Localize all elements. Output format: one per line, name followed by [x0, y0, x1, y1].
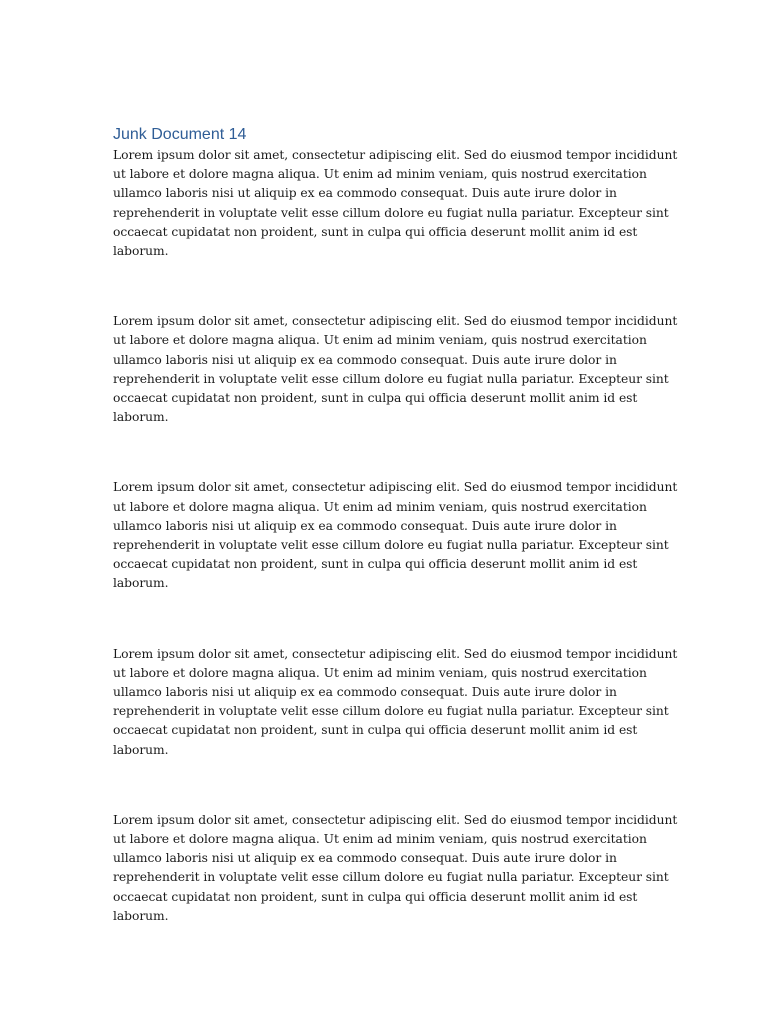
paragraph-line: ullamco laboris nisi ut aliquip ex ea commodo consequat. Duis aute irure dolor in — [113, 851, 617, 866]
paragraph-line: reprehenderit in voluptate velit esse cillum dolore eu fugiat nulla pariatur. Excepteur sint — [113, 870, 669, 885]
paragraph-line: occaecat cupidatat non proident, sunt in culpa qui officia deserunt mollit anim id est — [113, 723, 638, 738]
paragraph-line: laborum. — [113, 908, 169, 923]
paragraph-line: reprehenderit in voluptate velit esse cillum dolore eu fugiat nulla pariatur. Excepteur sint — [113, 538, 669, 553]
paragraph-line: laborum. — [113, 576, 169, 591]
paragraph-line: ut labore et dolore magna aliqua. Ut enim ad minim veniam, quis nostrud exercitation — [113, 665, 647, 680]
paragraph-line: ullamco laboris nisi ut aliquip ex ea commodo consequat. Duis aute irure dolor in — [113, 352, 617, 367]
paragraph-line: occaecat cupidatat non proident, sunt in culpa qui officia deserunt mollit anim id est — [113, 391, 638, 406]
paragraph-line: ut labore et dolore magna aliqua. Ut enim ad minim veniam, quis nostrud exercitation — [113, 333, 647, 348]
document-body — [113, 124, 678, 977]
paragraph-line: laborum. — [113, 742, 169, 757]
paragraph-line: Lorem ipsum dolor sit amet, consectetur adipiscing elit. Sed do eiusmod tempor incididunt — [113, 148, 678, 162]
paragraph-line: Lorem ipsum dolor sit amet, consectetur adipiscing elit. Sed do eiusmod tempor incididunt — [113, 480, 678, 495]
paragraph-line: occaecat cupidatat non proident, sunt in culpa qui officia deserunt mollit anim id est — [113, 557, 638, 572]
paragraph-line: laborum. — [113, 244, 169, 259]
paragraph-line: Lorem ipsum dolor sit amet, consectetur adipiscing elit. Sed do eiusmod tempor incididunt — [113, 314, 678, 329]
paragraph-line: Lorem ipsum dolor sit amet, consectetur adipiscing elit. Sed do eiusmod tempor incididunt — [113, 646, 678, 661]
paragraph — [113, 478, 678, 593]
paragraph — [113, 312, 678, 427]
paragraph-line: occaecat cupidatat non proident, sunt in culpa qui officia deserunt mollit anim id est — [113, 889, 638, 904]
paragraph-line: laborum. — [113, 410, 169, 425]
paragraph-line: ullamco laboris nisi ut aliquip ex ea commodo consequat. Duis aute irure dolor in — [113, 186, 617, 201]
paragraph — [113, 645, 678, 760]
document-title: Junk Document 14 — [113, 126, 247, 143]
paragraph — [113, 811, 678, 926]
paragraph-line: reprehenderit in voluptate velit esse cillum dolore eu fugiat nulla pariatur. Excepteur sint — [113, 704, 669, 719]
paragraph-line: Lorem ipsum dolor sit amet, consectetur adipiscing elit. Sed do eiusmod tempor incididunt — [113, 812, 678, 827]
paragraph-line: occaecat cupidatat non proident, sunt in culpa qui officia deserunt mollit anim id est — [113, 224, 638, 239]
paragraph-line: ullamco laboris nisi ut aliquip ex ea commodo consequat. Duis aute irure dolor in — [113, 518, 617, 533]
paragraph-line: ut labore et dolore magna aliqua. Ut enim ad minim veniam, quis nostrud exercitation — [113, 167, 647, 182]
paragraph-line: ut labore et dolore magna aliqua. Ut enim ad minim veniam, quis nostrud exercitation — [113, 499, 647, 514]
paragraph — [113, 146, 678, 261]
paragraph-line: ut labore et dolore magna aliqua. Ut enim ad minim veniam, quis nostrud exercitation — [113, 832, 647, 847]
paragraph-line: reprehenderit in voluptate velit esse cillum dolore eu fugiat nulla pariatur. Excepteur sint — [113, 371, 669, 386]
paragraph-line: ullamco laboris nisi ut aliquip ex ea commodo consequat. Duis aute irure dolor in — [113, 685, 617, 700]
paragraph-line: reprehenderit in voluptate velit esse cillum dolore eu fugiat nulla pariatur. Excepteur sint — [113, 205, 669, 220]
